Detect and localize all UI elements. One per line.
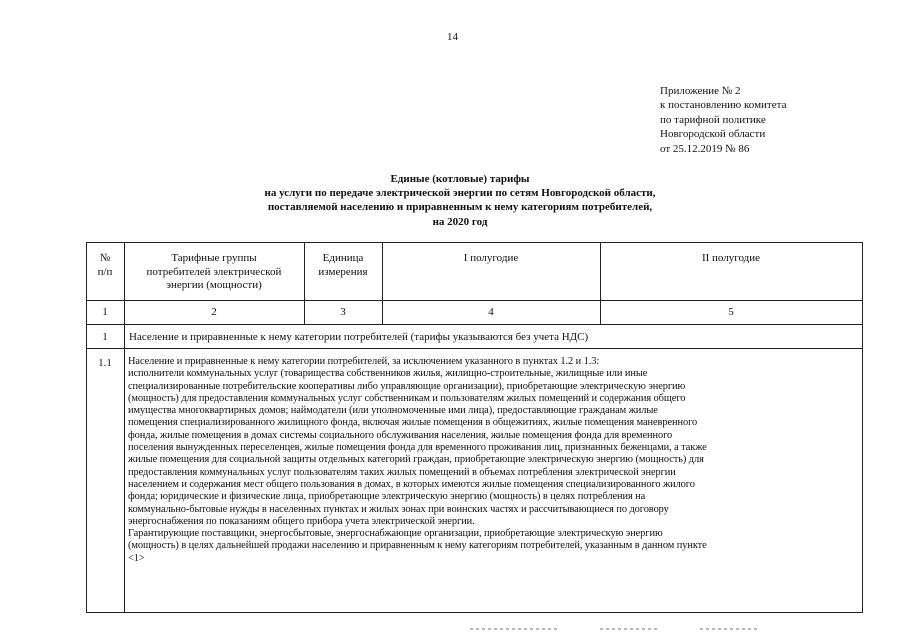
row-text-line: специализированные потребительские кооперативы либо управляющие организации), приобретающие электрическую энергию [128, 380, 686, 392]
row-text: Население и приравненные к нему категории потребителей (тарифы указываются без учета НДС) [129, 331, 589, 343]
row-text-line: имущества многоквартирных домов; наймодатели (или уполномоченные ими лица), предоставляющие гражданам жилые [128, 405, 658, 417]
page-number: 14 [447, 31, 458, 43]
header-text: измерения [318, 265, 368, 278]
row-text-block [128, 356, 858, 565]
document-title [140, 172, 780, 229]
header-text: энергии (мощности) [166, 279, 262, 291]
row-number: 1 [102, 331, 108, 343]
header-text: потребителей электрической [146, 265, 282, 278]
title-line: на услуги по передаче электрической энергии по сетям Новгородской области, [264, 187, 656, 200]
row-text-line: Население и приравненные к нему категории потребителей, за исключением указанного в пунктах 1.2 и 1.3: [128, 356, 600, 367]
row-text-line: (мощность) для предоставления коммунальных услуг собственникам и пользователям жилых помещений и содержания общего [128, 392, 686, 404]
appendix-line: Приложение № 2 [660, 85, 741, 97]
row-text-line: коммунально-бытовые нужды в населенных пунктах и жилых зонах при воинских частях и рассчитывающиеся по договору [128, 503, 669, 515]
appendix-line: по тарифной политике [660, 113, 766, 126]
header-unit [304, 252, 382, 279]
title-line: поставляемой населению и приравненным к нему категориям потребителей, [267, 201, 653, 214]
row-text-line: жилые помещения для социальной защиты отдельных категорий граждан, приобретающие электрическую энергию (мощность) для [128, 454, 704, 466]
row-number: 1.1 [98, 357, 112, 369]
header-second-half: II полугодие [701, 252, 761, 264]
title-line: на 2020 год [432, 215, 488, 228]
row-text-line: Гарантирующие поставщики, энергосбытовые, энергоснабжающие организации, приобретающие электрическую энергию [128, 528, 663, 540]
row-text-line: поселения вынужденных переселенцев, жилые помещения фонда для временного проживания лиц, признанных беженцами, а также [128, 442, 707, 454]
scan-artifact [600, 628, 660, 630]
appendix-line: от 25.12.2019 № 86 [660, 142, 750, 155]
row-text-line: помещения специализированного жилищного фонда, включая жилые помещения в общежитиях, жилые помещения маневренного [128, 417, 698, 429]
appendix-line: Новгородской области [660, 128, 766, 141]
row-text-line: предоставления коммунальных услуг пользователям таких жилых помещений в объемах потребления электрической энергии [128, 466, 676, 478]
column-number: 3 [340, 306, 346, 318]
header-text: № [99, 252, 111, 264]
scan-artifact [470, 628, 560, 630]
column-number: 2 [211, 306, 217, 318]
row-text-line: населением и содержания мест общего пользования в домах, в которых имеются жилые помещения специализированного жилого [128, 478, 695, 490]
column-number: 5 [728, 306, 734, 318]
header-first-half: I полугодие [463, 252, 519, 264]
row-text-line: фонда, жилые помещения в домах системы социального обслуживания населения, жилые помещения фонда для временного [128, 429, 673, 441]
header-text: Единица [322, 252, 364, 264]
row-text-line: фонда; юридические и физические лица, приобретающие электрическую энергию (мощность) в целях потребления на [128, 491, 646, 503]
column-number: 1 [102, 306, 108, 318]
appendix-note [660, 84, 890, 156]
scan-artifact [700, 628, 760, 630]
header-text: Тарифные группы [171, 252, 257, 264]
appendix-line: к постановлению комитета [660, 99, 787, 112]
row-text-line: энергоснабжения по показаниям общего прибора учета электрической энергии. [128, 515, 475, 527]
row-text-line: <1> [128, 552, 145, 564]
row-text-line: исполнители коммунальных услуг (товарищества собственников жилья, жилищно-строительные, жилищные или иные [128, 368, 648, 380]
title-line: Единые (котловые) тарифы [390, 173, 530, 185]
column-number: 4 [488, 306, 494, 318]
row-text-line: (мощность) в целях дальнейшей продажи населению и приравненным к нему категориям потребителей, указанным в данном пункте [128, 540, 707, 552]
header-text: п/п [97, 265, 113, 278]
header-num [86, 252, 124, 279]
header-tariff-groups [124, 252, 304, 293]
